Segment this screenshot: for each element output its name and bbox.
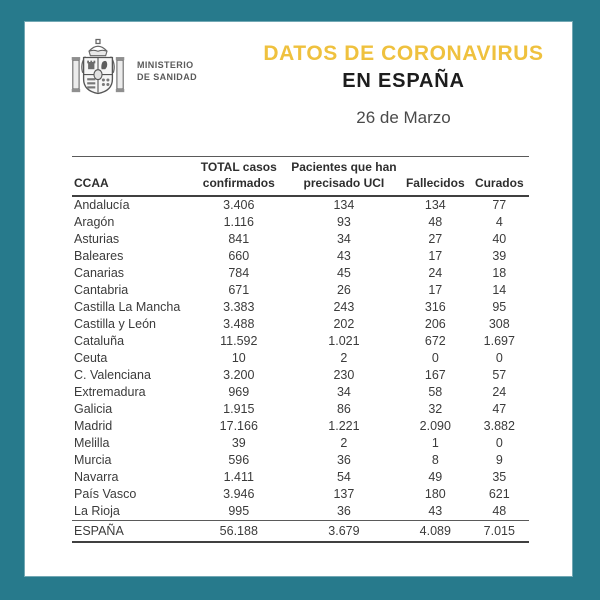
- table-row: [72, 316, 529, 333]
- ministry-name-line2: DE SANIDAD: [137, 72, 198, 82]
- region-name: C. Valenciana: [74, 368, 151, 383]
- table-row: [72, 231, 529, 248]
- table-header: [72, 157, 529, 197]
- cell-uci: 86: [336, 402, 351, 417]
- cell-curados: 35: [492, 470, 507, 485]
- table-row: [72, 384, 529, 401]
- col-header-curados: Curados: [470, 157, 529, 197]
- region-name: Galicia: [74, 402, 113, 417]
- table-row: [72, 214, 529, 231]
- cell-confirmados: 995: [228, 504, 250, 519]
- table-header-row: [72, 157, 529, 197]
- table-row: [72, 350, 529, 367]
- cell-confirmados: 3.200: [223, 368, 255, 383]
- table-row: [72, 265, 529, 282]
- subtitle: EN ESPAÑA: [342, 70, 465, 93]
- cell-fallecidos: 32: [428, 402, 443, 417]
- cell-uci: 93: [336, 215, 351, 230]
- cell-fallecidos: 24: [428, 266, 443, 281]
- cell-confirmados: 969: [228, 385, 250, 400]
- cell-uci: 3.679: [287, 521, 401, 543]
- table-row: [72, 196, 529, 214]
- cell-uci: 43: [336, 249, 351, 264]
- cell-fallecidos: 134: [424, 198, 446, 213]
- region-name: Cataluña: [74, 334, 125, 349]
- cell-confirmados: 3.383: [223, 300, 255, 315]
- cell-fallecidos: 4.089: [401, 521, 470, 543]
- table-row: [72, 248, 529, 265]
- cell-confirmados: 671: [228, 283, 250, 298]
- infographic-card: [25, 22, 572, 576]
- region-name: Murcia: [74, 453, 112, 468]
- cell-fallecidos: 17: [428, 283, 443, 298]
- cell-uci: 243: [333, 300, 355, 315]
- cell-uci: 54: [336, 470, 351, 485]
- region-name: Navarra: [74, 470, 119, 485]
- cell-fallecidos: 167: [424, 368, 446, 383]
- cell-fallecidos: 58: [428, 385, 443, 400]
- cell-curados: 57: [492, 368, 507, 383]
- cell-curados: 77: [492, 198, 507, 213]
- ministry-logo: [71, 36, 253, 104]
- col-header-confirmados: TOTAL casos confirmados: [191, 157, 287, 197]
- region-name: ESPAÑA: [72, 521, 191, 543]
- cell-confirmados: 784: [228, 266, 250, 281]
- cell-confirmados: 56.188: [191, 521, 287, 543]
- report-date: 26 de Marzo: [356, 108, 451, 128]
- region-name: País Vasco: [74, 487, 137, 502]
- table-row: [72, 486, 529, 503]
- table-row: [72, 452, 529, 469]
- cell-curados: 24: [492, 385, 507, 400]
- cell-confirmados: 39: [231, 436, 246, 451]
- title-block: [253, 36, 554, 128]
- region-name: Melilla: [74, 436, 110, 451]
- cell-uci: 230: [333, 368, 355, 383]
- table-body: [72, 196, 529, 521]
- cell-fallecidos: 2.090: [419, 419, 451, 434]
- region-name: Aragón: [74, 215, 115, 230]
- cell-uci: 26: [336, 283, 351, 298]
- cell-fallecidos: 8: [431, 453, 439, 468]
- region-name: Castilla y León: [74, 317, 156, 332]
- cell-curados: 7.015: [470, 521, 529, 543]
- cell-curados: 0: [495, 351, 503, 366]
- cell-curados: 95: [492, 300, 507, 315]
- region-name: Andalucía: [74, 198, 130, 213]
- cell-fallecidos: 0: [431, 351, 439, 366]
- cell-confirmados: 660: [228, 249, 250, 264]
- cell-uci: 34: [336, 385, 351, 400]
- cell-uci: 45: [336, 266, 351, 281]
- cell-uci: 2: [340, 351, 348, 366]
- cell-curados: 621: [488, 487, 510, 502]
- cell-curados: 9: [495, 453, 503, 468]
- cell-uci: 134: [333, 198, 355, 213]
- header: [25, 22, 572, 140]
- cell-fallecidos: 17: [428, 249, 443, 264]
- col-header-uci: Pacientes que han precisado UCI: [287, 157, 401, 197]
- cell-confirmados: 841: [228, 232, 250, 247]
- cell-fallecidos: 316: [424, 300, 446, 315]
- cell-fallecidos: 206: [424, 317, 446, 332]
- cell-confirmados: 11.592: [220, 334, 258, 349]
- cell-curados: 14: [492, 283, 507, 298]
- cell-confirmados: 3.406: [223, 198, 255, 213]
- region-name: Madrid: [74, 419, 113, 434]
- cell-fallecidos: 43: [428, 504, 443, 519]
- cell-curados: 1.697: [483, 334, 515, 349]
- region-name: Cantabria: [74, 283, 129, 298]
- cell-uci: 2: [340, 436, 348, 451]
- region-name: Extremadura: [74, 385, 146, 400]
- table-row: [72, 299, 529, 316]
- region-name: La Rioja: [74, 504, 120, 519]
- cell-curados: 0: [495, 436, 503, 451]
- table-row: [72, 367, 529, 384]
- spain-coat-of-arms-icon: [71, 38, 125, 104]
- cell-uci: 137: [333, 487, 355, 502]
- cell-fallecidos: 27: [428, 232, 443, 247]
- table-row: [72, 333, 529, 350]
- cell-confirmados: 3.946: [223, 487, 255, 502]
- region-name: Canarias: [74, 266, 125, 281]
- cell-confirmados: 1.411: [223, 470, 254, 485]
- region-name: Asturias: [74, 232, 120, 247]
- cell-uci: 202: [333, 317, 355, 332]
- cell-curados: 40: [492, 232, 507, 247]
- ministry-name: [137, 59, 197, 83]
- cell-fallecidos: 672: [424, 334, 446, 349]
- main-title: DATOS DE CORONAVIRUS: [263, 42, 544, 65]
- cell-curados: 18: [492, 266, 507, 281]
- region-name: Ceuta: [74, 351, 108, 366]
- col-header-ccaa: CCAA: [72, 157, 191, 197]
- cell-curados: 4: [495, 215, 503, 230]
- table-row: [72, 435, 529, 452]
- table-row: [72, 469, 529, 486]
- region-name: Baleares: [74, 249, 124, 264]
- cell-curados: 39: [492, 249, 507, 264]
- cell-fallecidos: 48: [428, 215, 443, 230]
- cell-fallecidos: 180: [424, 487, 446, 502]
- cell-uci: 36: [336, 504, 351, 519]
- cell-uci: 1.221: [328, 419, 360, 434]
- region-name: Castilla La Mancha: [74, 300, 181, 315]
- cell-uci: 1.021: [328, 334, 360, 349]
- table-total: [72, 521, 529, 543]
- cell-confirmados: 1.915: [223, 402, 255, 417]
- cell-confirmados: 3.488: [223, 317, 255, 332]
- table-row: [72, 418, 529, 435]
- total-row: [72, 521, 529, 543]
- table-row: [72, 282, 529, 299]
- cell-fallecidos: 49: [428, 470, 443, 485]
- col-header-fallecidos: Fallecidos: [401, 157, 470, 197]
- cell-confirmados: 596: [228, 453, 250, 468]
- cell-confirmados: 17.166: [219, 419, 258, 434]
- cell-fallecidos: 1: [431, 436, 439, 451]
- cell-curados: 47: [492, 402, 507, 417]
- cell-uci: 36: [336, 453, 351, 468]
- ministry-name-line1: MINISTERIO: [137, 59, 194, 70]
- table-row: [72, 401, 529, 418]
- cell-confirmados: 10: [231, 351, 246, 366]
- cell-uci: 34: [336, 232, 351, 247]
- cell-confirmados: 1.116: [223, 215, 254, 230]
- cell-curados: 3.882: [483, 419, 515, 434]
- table-row: [72, 503, 529, 521]
- cell-curados: 48: [492, 504, 507, 519]
- cell-curados: 308: [488, 317, 510, 332]
- covid-data-table: [72, 156, 529, 543]
